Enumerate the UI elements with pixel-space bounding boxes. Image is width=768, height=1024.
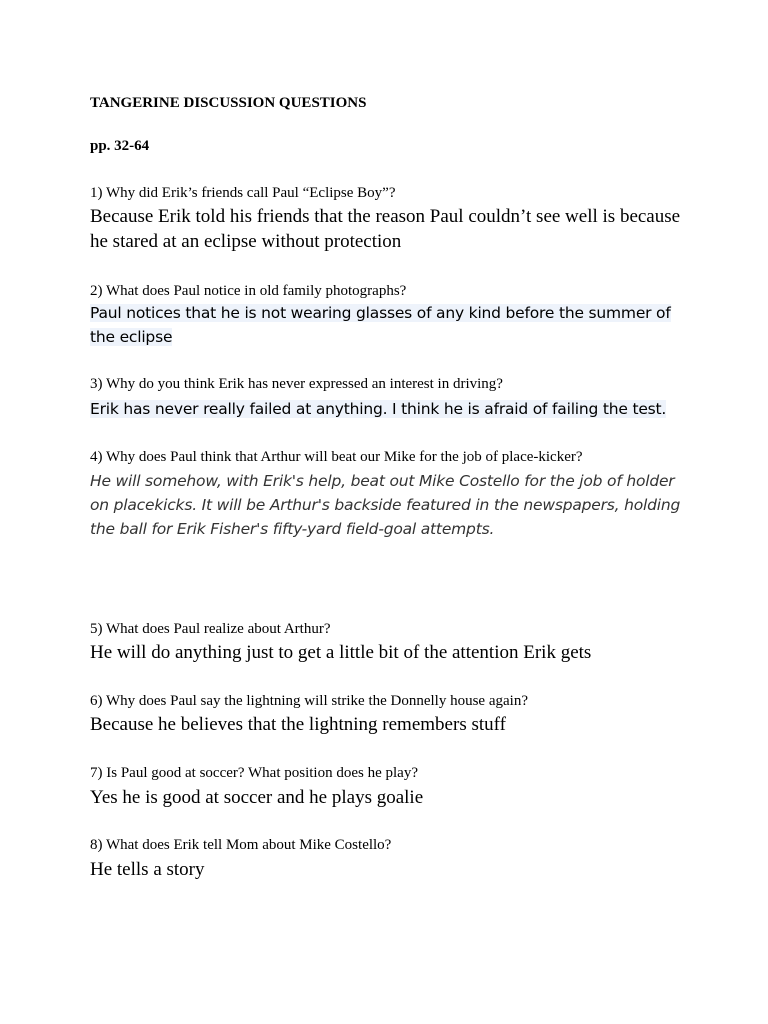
question-2: 2) What does Paul notice in old family photographs? [90, 283, 407, 299]
question-5: 5) What does Paul realize about Arthur? [90, 621, 331, 637]
answer-8: He tells a story [90, 859, 205, 880]
answer-2 [90, 301, 690, 349]
question-3: 3) Why do you think Erik has never expressed an interest in driving? [90, 376, 503, 392]
answer-5: He will do anything just to get a little bit of the attention Erik gets [90, 642, 592, 663]
question-8: 8) What does Erik tell Mom about Mike Costello? [90, 837, 392, 853]
answer-2-text: Paul notices that he is not wearing glasses of any kind before the summer of the eclipse [90, 304, 671, 346]
question-6: 6) Why does Paul say the lightning will strike the Donnelly house again? [90, 693, 528, 709]
answer-3-text: Erik has never really failed at anything. I think he is afraid of failing the test. [90, 400, 667, 418]
question-1: 1) Why did Erik’s friends call Paul “Eclipse Boy”? [90, 185, 396, 201]
answer-1: Because Erik told his friends that the reason Paul couldn’t see well is because he stared at an eclipse without protection [90, 206, 681, 252]
answer-3 [90, 397, 690, 421]
question-4: 4) Why does Paul think that Arthur will beat our Mike for the job of place-kicker? [90, 449, 583, 465]
answer-7: Yes he is good at soccer and he plays goalie [90, 787, 424, 808]
question-7: 7) Is Paul good at soccer? What position does he play? [90, 765, 418, 781]
answer-4: He will somehow, with Erik's help, beat out Mike Costello for the job of holder on placekicks. It will be Arthur's backside featured in the newspapers, holding the ball for Erik Fisher's fifty-yard field-goal attempts. [90, 472, 681, 538]
answer-6: Because he believes that the lightning remembers stuff [90, 714, 506, 735]
page-range: pp. 32-64 [90, 138, 150, 154]
document-title: TANGERINE DISCUSSION QUESTIONS [90, 95, 367, 111]
